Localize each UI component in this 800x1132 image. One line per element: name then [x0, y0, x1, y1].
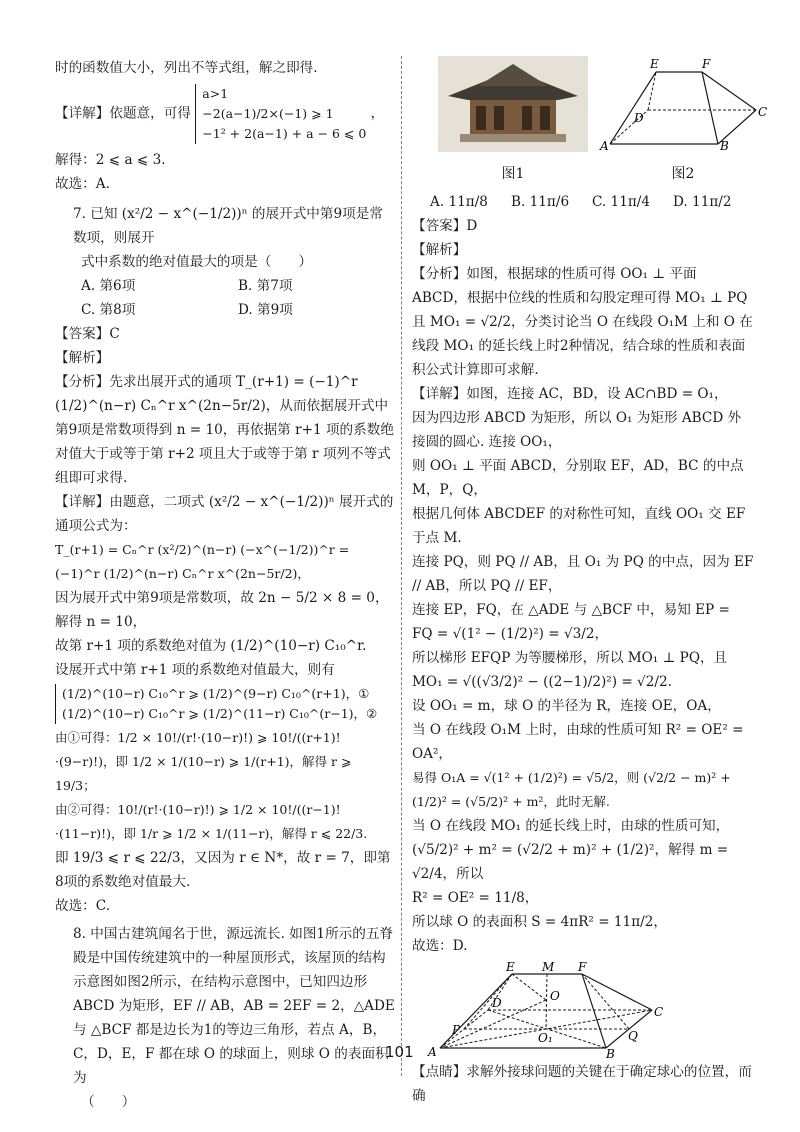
detail-text: (√5/2)² + m² = (√2/2 + m)² + (1/2)²，解得 m = √2/4，所以 — [412, 842, 729, 882]
label-a: A — [428, 1045, 437, 1059]
label-a: A — [600, 139, 609, 152]
label-m: M — [542, 960, 555, 974]
detail-text: 则 OO₁ ⊥ 平面 ABCD，分别取 EF，AD，BC 的中点 M，P，Q， — [412, 458, 744, 498]
paragraph: 故选：A. — [55, 176, 110, 192]
paragraph: 解得：2 ⩽ a ⩽ 3. — [55, 152, 166, 168]
detail-text: 即 19/3 ⩽ r ⩽ 22/3，又因为 r ∈ N*，故 r = 7，即第8项的系数绝对值最大. — [55, 850, 391, 890]
detail-text: 故第 r+1 项的系数绝对值为 (1/2)^(10−r) C₁₀^r. — [55, 638, 367, 654]
option-d: D. 11π/2 — [673, 194, 732, 210]
figure-1-caption: 图1 — [501, 166, 525, 182]
sphere-construction-diagram — [426, 960, 666, 1060]
detail-text: 【详解】如图，连接 AC，BD，设 AC∩BD = O₁， — [412, 386, 728, 402]
figure-1 — [438, 56, 588, 186]
question-7-options-2 — [55, 298, 395, 322]
analysis-label: 【解析】 — [412, 242, 467, 258]
option-b: B. 11π/6 — [511, 194, 570, 210]
option-c: C. 11π/4 — [592, 194, 651, 210]
question-7-stem: 7. 已知 (x²/2 − x^(−1/2))ⁿ 的展开式中第9项是常数项，则展开 — [73, 206, 383, 246]
label-e: E — [650, 57, 659, 71]
answer-label: 【答案】C — [55, 326, 120, 342]
option-a: A. 11π/8 — [430, 194, 488, 210]
detail-text: 故选：C. — [55, 898, 111, 914]
label-b: B — [606, 1047, 615, 1060]
comment-text: 【点睛】求解外接球问题的关键在于确定球心的位置，而确 — [412, 1064, 752, 1104]
detail-text: 所以球 O 的表面积 S = 4πR² = 11π/2， — [412, 914, 667, 930]
label-d: D — [634, 111, 644, 125]
detail-text: 因为展开式中第9项是常数项，故 2n − 5/2 × 8 = 0，解得 n = 10， — [55, 590, 389, 630]
condition-2: (1/2)^(10−r) C₁₀^r ⩾ (1/2)^(11−r) C₁₀^(r−1)，② — [62, 706, 378, 721]
option-c: C. 第8项 — [81, 302, 136, 318]
question-8-options — [412, 190, 754, 214]
detail-text: 设展开式中第 r+1 项的系数绝对值最大，则有 — [55, 662, 335, 678]
solution-system-block — [55, 84, 395, 144]
label-f: F — [578, 960, 587, 974]
page-number: 101 — [385, 1043, 414, 1061]
detail-text: 当 O 在线段 MO₁ 的延长线上时，由球的性质可知， — [412, 818, 730, 834]
detail-text: 设 OO₁ = m，球 O 的半径为 R，连接 OE，OA， — [412, 698, 721, 714]
inequality-3: −1² + 2(a−1) + a − 6 ⩽ 0 — [202, 126, 367, 141]
label-e: E — [506, 960, 515, 974]
solution-lead: 【详解】依题意，可得 — [55, 105, 191, 122]
right-column — [412, 56, 768, 1108]
analysis-text: 【分析】如图，根据球的性质可得 OO₁ ⊥ 平面 ABCD，根据中位线的性质和勾股定理可得 MO₁ ⊥ PQ 且 MO₁ = √2/2，分类讨论当 O 在线段 O₁M 上和 O 在线段 MO₁ 的延长线上时2种情况，结合球的性质和表面积公式计算即可求解. — [412, 266, 753, 378]
solution-tail: ， — [370, 105, 385, 122]
label-c: C — [654, 1005, 664, 1019]
frustum-diagram — [598, 56, 768, 152]
figure-2-caption: 图2 — [671, 166, 695, 182]
detail-text: R² = OE² = 11/8， — [412, 890, 539, 906]
label-c: C — [758, 105, 768, 119]
detail-text: 因为四边形 ABCD 为矩形，所以 O₁ 为矩形 ABCD 外接圆的圆心. 连接 OO₁， — [412, 410, 742, 450]
detail-text: 连接 PQ，则 PQ // AB，且 O₁ 为 PQ 的中点，因为 EF // AB，所以 PQ // EF， — [412, 554, 754, 594]
label-o1: O₁ — [538, 1031, 553, 1045]
detail-text: 所以梯形 EFQP 为等腰梯形，所以 MO₁ ⊥ PQ，且 MO₁ = √((√3/2)² − ((2−1)/2)²) = √2/2. — [412, 650, 728, 690]
inequality-1: a>1 — [202, 86, 229, 101]
detail-text: 故选：D. — [412, 938, 468, 954]
condition-1: (1/2)^(10−r) C₁₀^r ⩾ (1/2)^(9−r) C₁₀^(r+1)，① — [62, 686, 370, 701]
detail-text: 易得 O₁A = √(1² + (1/2)²) = √5/2，则 (√2/2 − m)² + (1/2)² = (√5/2)² + m²，此时无解. — [412, 770, 731, 809]
detail-text: 连接 EP，FQ，在 △ADE 与 △BCF 中，易知 EP = FQ = √(1² − (1/2)²) = √3/2， — [412, 602, 730, 642]
detail-formula: T_(r+1) = Cₙ^r (x²/2)^(n−r) (−x^(−1/2))^r = (−1)^r (1/2)^(n−r) Cₙ^r x^(2n−5r/2)， — [55, 542, 350, 581]
inequality-system — [195, 84, 366, 144]
left-column — [55, 56, 395, 1114]
label-q: Q — [628, 1029, 638, 1043]
detail-text: 【详解】由题意，二项式 (x²/2 − x^(−1/2))ⁿ 展开式的通项公式为： — [55, 494, 394, 534]
analysis-label: 【解析】 — [55, 350, 110, 366]
analysis-text: 【分析】先求出展开式的通项 T_(r+1) = (−1)^r (1/2)^(n−r) Cₙ^r x^(2n−5r/2)，从而依据展开式中第9项是常数项得到 n = 10，再依据第 r+1 项的系数绝对值大于或等于第 r+2 项且大于或等于第 r 项列不等式组即可求得. — [55, 374, 394, 486]
label-o: O — [550, 989, 560, 1003]
label-d: D — [492, 996, 502, 1010]
figure-2 — [598, 56, 768, 186]
detail-text: 当 O 在线段 O₁M 上时，由球的性质可知 R² = OE² = OA²， — [412, 722, 744, 762]
question-8-stem: 8. 中国古建筑闻名于世，源远流长. 如图1所示的五脊殿是中国传统建筑中的一种屋顶形式，该屋顶的结构示意图如图2所示，在结构示意图中，已知四边形 ABCD 为矩形，EF // AB，AB = 2EF = 2，△ADE 与 △BCF 都是边长为1的等边三角形，若点 A，B，C，D，E，F 都在球 O 的球面上，则球 O 的表面积为 — [73, 926, 395, 1086]
option-a: A. 第6项 — [81, 278, 136, 294]
figures-row — [412, 56, 768, 186]
question-8-paren: （ ） — [81, 1094, 136, 1110]
question-7-stem-2: 式中系数的绝对值最大的项是（ ） — [81, 254, 313, 270]
column-divider — [401, 56, 402, 1076]
pavilion-photo-icon — [438, 56, 588, 152]
inequality-2: −2(a−1)/2×(−1) ⩾ 1 — [202, 106, 334, 121]
detail-text: 由②可得：10!/(r!·(10−r)!) ⩾ 1/2 × 10!/((r−1)!·(11−r)!)，即 1/r ⩾ 1/2 × 1/(11−r)，解得 r ⩽ 22/3. — [55, 802, 368, 841]
question-7-options — [55, 274, 395, 298]
option-d: D. 第9项 — [238, 302, 293, 318]
option-b: B. 第7项 — [238, 278, 293, 294]
paragraph: 时的函数值大小，列出不等式组，解之即得. — [55, 60, 318, 76]
label-f: F — [702, 57, 711, 71]
detail-text: 由①可得：1/2 × 10!/(r!·(10−r)!) ⩾ 10!/((r+1)!·(9−r)!)，即 1/2 × 1/(10−r) ⩾ 1/(r+1)，解得 r ⩾ 19/3； — [55, 730, 352, 793]
coefficient-system — [55, 684, 377, 724]
label-p: P — [452, 1023, 461, 1037]
label-b: B — [720, 139, 729, 152]
detail-text: 根据几何体 ABCDEF 的对称性可知，直线 OO₁ 交 EF 于点 M. — [412, 506, 746, 546]
answer-label: 【答案】D — [412, 218, 478, 234]
